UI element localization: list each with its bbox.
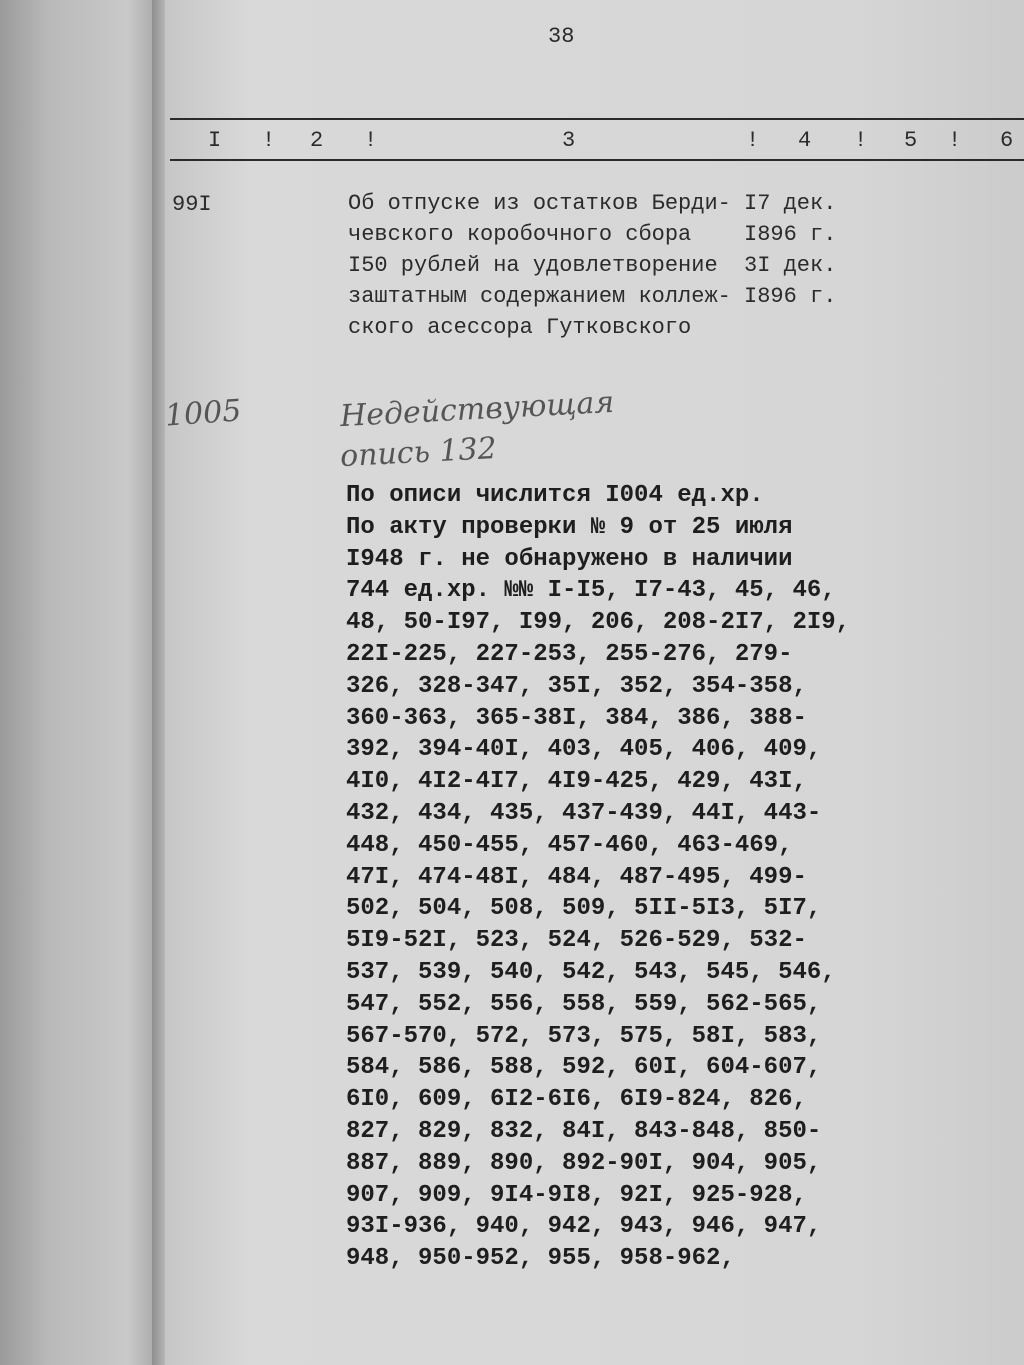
column-separator: ! [854, 128, 868, 153]
entry-dates [744, 188, 836, 312]
note-line: 93I-936, 940, 942, 943, 946, 947, [346, 1213, 822, 1241]
note-line: 827, 829, 832, 84I, 843-848, 850- [346, 1117, 822, 1145]
date-line: I896 г. [744, 284, 837, 309]
note-line: 6I0, 609, 6I2-6I6, 6I9-824, 826, [346, 1086, 807, 1114]
column-separator: ! [364, 128, 378, 153]
note-line: 502, 504, 508, 509, 5II-5I3, 5I7, [346, 895, 822, 923]
handwritten-number: 1005 [163, 393, 243, 434]
note-line: 47I, 474-48I, 484, 487-495, 499- [346, 863, 807, 891]
note-line: 360-363, 365-38I, 384, 386, 388- [346, 704, 807, 732]
column-separator: ! [746, 128, 760, 153]
description-line: Об отпуске из остатков Берди- [348, 191, 731, 216]
note-line: I948 г. не обнаружено в наличии [346, 545, 793, 573]
entry-description [348, 188, 731, 343]
date-line: I7 дек. [744, 191, 837, 216]
note-line: 537, 539, 540, 542, 543, 545, 546, [346, 958, 836, 986]
note-line: По акту проверки № 9 от 25 июля [346, 513, 793, 541]
header-rule-top [170, 118, 1024, 120]
column-header-1: I [208, 128, 222, 153]
handwritten-note [339, 384, 616, 475]
column-separator: ! [948, 128, 962, 153]
note-line: По описи числится I004 ед.хр. [346, 482, 764, 509]
entry-number: 99I [172, 192, 212, 217]
note-line: 948, 950-952, 955, 958-962, [346, 1245, 735, 1273]
note-line: 432, 434, 435, 437-439, 44I, 443- [346, 799, 822, 827]
note-line: 744 ед.хр. №№ I-I5, I7-43, 45, 46, [346, 577, 836, 605]
date-line: I896 г. [744, 222, 837, 247]
handwritten-line: Недействующая [339, 384, 616, 435]
column-header-6: 6 [1000, 128, 1014, 153]
column-header-4: 4 [798, 128, 812, 153]
note-line: 547, 552, 556, 558, 559, 562-565, [346, 990, 822, 1018]
description-line: ского асессора Гутковского [348, 315, 692, 340]
note-line: 22I-225, 227-253, 255-276, 279- [346, 640, 793, 668]
column-separator: ! [262, 128, 276, 153]
date-line: 3I дек. [744, 253, 837, 278]
note-line: 567-570, 572, 573, 575, 58I, 583, [346, 1022, 822, 1050]
note-line: 326, 328-347, 35I, 352, 354-358, [346, 672, 807, 700]
note-line: 48, 50-I97, I99, 206, 208-2I7, 2I9, [346, 609, 851, 637]
column-header-2: 2 [310, 128, 324, 153]
column-header-3: 3 [562, 128, 576, 153]
inventory-note [346, 480, 850, 1275]
note-line: 584, 586, 588, 592, 60I, 604-607, [346, 1054, 822, 1082]
description-line: заштатным содержанием коллеж- [348, 284, 731, 309]
page-number: 38 [548, 24, 575, 49]
note-line: 392, 394-40I, 403, 405, 406, 409, [346, 736, 822, 764]
description-line: I50 рублей на удовлетворение [348, 253, 718, 278]
left-page-edge [0, 0, 160, 1365]
note-line: 5I9-52I, 523, 524, 526-529, 532- [346, 927, 807, 955]
header-rule-bottom [170, 159, 1024, 161]
note-line: 887, 889, 890, 892-90I, 904, 905, [346, 1149, 822, 1177]
column-header-5: 5 [904, 128, 918, 153]
description-line: чевского коробочного сбора [348, 222, 692, 247]
note-line: 448, 450-455, 457-460, 463-469, [346, 831, 793, 859]
note-line: 4I0, 4I2-4I7, 4I9-425, 429, 43I, [346, 768, 807, 796]
note-line: 907, 909, 9I4-9I8, 92I, 925-928, [346, 1181, 807, 1209]
handwritten-line: опись 132 [339, 431, 498, 475]
